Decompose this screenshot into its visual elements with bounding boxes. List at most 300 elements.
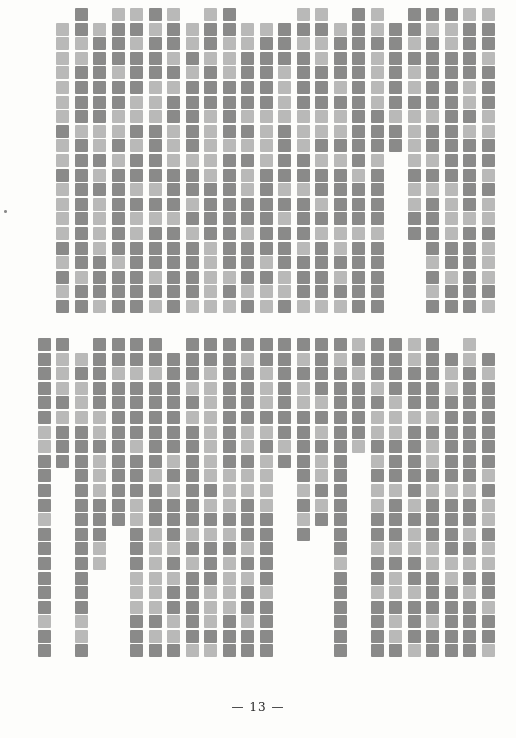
- glyph-placeholder: [223, 23, 236, 36]
- glyph-placeholder: [204, 110, 217, 123]
- glyph-placeholder: [445, 557, 458, 570]
- glyph-placeholder: [445, 586, 458, 599]
- glyph-placeholder: [149, 52, 162, 65]
- glyph-placeholder: [223, 66, 236, 79]
- glyph-placeholder: [167, 154, 180, 167]
- glyph-placeholder: [482, 198, 495, 211]
- glyph-placeholder: [130, 169, 143, 182]
- glyph-placeholder: [93, 242, 106, 255]
- text-line-placeholder: [240, 338, 256, 678]
- text-block-lower: [18, 338, 496, 678]
- glyph-placeholder: [112, 154, 125, 167]
- glyph-placeholder: [204, 8, 217, 21]
- glyph-placeholder: [463, 542, 476, 555]
- glyph-placeholder: [241, 601, 254, 614]
- glyph-placeholder: [426, 300, 439, 313]
- glyph-placeholder: [130, 557, 143, 570]
- glyph-placeholder: [426, 484, 439, 497]
- glyph-placeholder: [389, 426, 402, 439]
- glyph-placeholder: [167, 110, 180, 123]
- glyph-placeholder: [130, 8, 143, 21]
- glyph-placeholder: [112, 37, 125, 50]
- glyph-placeholder: [186, 644, 199, 657]
- text-line-placeholder: [370, 8, 386, 326]
- glyph-placeholder: [445, 52, 458, 65]
- glyph-placeholder: [445, 499, 458, 512]
- glyph-placeholder: [241, 440, 254, 453]
- glyph-placeholder: [75, 81, 88, 94]
- glyph-placeholder: [445, 271, 458, 284]
- glyph-placeholder: [93, 499, 106, 512]
- glyph-placeholder: [223, 110, 236, 123]
- glyph-placeholder: [75, 601, 88, 614]
- glyph-placeholder: [463, 110, 476, 123]
- glyph-placeholder: [352, 338, 365, 351]
- glyph-placeholder: [167, 8, 180, 21]
- glyph-placeholder: [334, 396, 347, 409]
- glyph-placeholder: [463, 8, 476, 21]
- glyph-placeholder: [130, 382, 143, 395]
- glyph-placeholder: [241, 256, 254, 269]
- glyph-placeholder: [482, 227, 495, 240]
- glyph-placeholder: [278, 440, 291, 453]
- glyph-placeholder: [297, 411, 310, 424]
- glyph-placeholder: [241, 615, 254, 628]
- glyph-placeholder: [93, 411, 106, 424]
- glyph-placeholder: [112, 499, 125, 512]
- text-line-placeholder: [166, 338, 182, 678]
- glyph-placeholder: [297, 81, 310, 94]
- glyph-placeholder: [426, 96, 439, 109]
- glyph-placeholder: [297, 367, 310, 380]
- glyph-placeholder: [167, 426, 180, 439]
- glyph-placeholder: [130, 499, 143, 512]
- glyph-placeholder: [130, 81, 143, 94]
- glyph-placeholder: [149, 426, 162, 439]
- glyph-placeholder: [75, 644, 88, 657]
- glyph-placeholder: [334, 23, 347, 36]
- glyph-placeholder: [408, 23, 421, 36]
- glyph-placeholder: [93, 396, 106, 409]
- glyph-placeholder: [371, 455, 384, 468]
- glyph-placeholder: [241, 183, 254, 196]
- glyph-placeholder: [130, 469, 143, 482]
- glyph-placeholder: [334, 110, 347, 123]
- glyph-placeholder: [130, 353, 143, 366]
- glyph-placeholder: [112, 382, 125, 395]
- glyph-placeholder: [149, 513, 162, 526]
- glyph-placeholder: [315, 198, 328, 211]
- glyph-placeholder: [186, 37, 199, 50]
- glyph-placeholder: [56, 66, 69, 79]
- glyph-placeholder: [371, 169, 384, 182]
- glyph-placeholder: [93, 66, 106, 79]
- text-line-placeholder: [259, 338, 275, 678]
- glyph-placeholder: [56, 23, 69, 36]
- glyph-placeholder: [278, 353, 291, 366]
- glyph-placeholder: [149, 601, 162, 614]
- glyph-placeholder: [38, 586, 51, 599]
- glyph-placeholder: [167, 601, 180, 614]
- glyph-placeholder: [167, 169, 180, 182]
- glyph-placeholder: [463, 528, 476, 541]
- text-line-placeholder: [55, 338, 71, 678]
- glyph-placeholder: [112, 455, 125, 468]
- glyph-placeholder: [352, 411, 365, 424]
- glyph-placeholder: [371, 542, 384, 555]
- glyph-placeholder: [315, 256, 328, 269]
- glyph-placeholder: [371, 484, 384, 497]
- text-block-upper: [18, 8, 496, 326]
- glyph-placeholder: [186, 227, 199, 240]
- glyph-placeholder: [38, 367, 51, 380]
- glyph-placeholder: [371, 300, 384, 313]
- glyph-placeholder: [75, 139, 88, 152]
- glyph-placeholder: [93, 256, 106, 269]
- glyph-placeholder: [186, 586, 199, 599]
- glyph-placeholder: [112, 367, 125, 380]
- glyph-placeholder: [352, 353, 365, 366]
- glyph-placeholder: [186, 572, 199, 585]
- glyph-placeholder: [75, 513, 88, 526]
- glyph-placeholder: [56, 382, 69, 395]
- glyph-placeholder: [130, 285, 143, 298]
- glyph-placeholder: [426, 542, 439, 555]
- glyph-placeholder: [130, 615, 143, 628]
- glyph-placeholder: [112, 227, 125, 240]
- glyph-placeholder: [167, 396, 180, 409]
- glyph-placeholder: [241, 353, 254, 366]
- glyph-placeholder: [352, 440, 365, 453]
- glyph-placeholder: [408, 125, 421, 138]
- glyph-placeholder: [352, 183, 365, 196]
- glyph-placeholder: [408, 513, 421, 526]
- glyph-placeholder: [149, 227, 162, 240]
- glyph-placeholder: [371, 125, 384, 138]
- glyph-placeholder: [482, 367, 495, 380]
- glyph-placeholder: [315, 396, 328, 409]
- glyph-placeholder: [186, 154, 199, 167]
- glyph-placeholder: [241, 81, 254, 94]
- glyph-placeholder: [278, 411, 291, 424]
- glyph-placeholder: [463, 66, 476, 79]
- glyph-placeholder: [482, 382, 495, 395]
- glyph-placeholder: [482, 125, 495, 138]
- glyph-placeholder: [334, 183, 347, 196]
- glyph-placeholder: [75, 572, 88, 585]
- glyph-placeholder: [463, 198, 476, 211]
- glyph-placeholder: [426, 382, 439, 395]
- glyph-placeholder: [204, 96, 217, 109]
- glyph-placeholder: [463, 499, 476, 512]
- glyph-placeholder: [149, 81, 162, 94]
- glyph-placeholder: [186, 426, 199, 439]
- glyph-placeholder: [75, 455, 88, 468]
- glyph-placeholder: [408, 154, 421, 167]
- glyph-placeholder: [241, 212, 254, 225]
- glyph-placeholder: [241, 469, 254, 482]
- glyph-placeholder: [315, 271, 328, 284]
- glyph-placeholder: [167, 513, 180, 526]
- text-line-placeholder: [74, 8, 90, 326]
- glyph-placeholder: [482, 154, 495, 167]
- glyph-placeholder: [186, 66, 199, 79]
- glyph-placeholder: [463, 440, 476, 453]
- glyph-placeholder: [223, 96, 236, 109]
- glyph-placeholder: [75, 542, 88, 555]
- glyph-placeholder: [149, 212, 162, 225]
- glyph-placeholder: [445, 139, 458, 152]
- glyph-placeholder: [56, 271, 69, 284]
- glyph-placeholder: [56, 367, 69, 380]
- glyph-placeholder: [315, 426, 328, 439]
- glyph-placeholder: [149, 37, 162, 50]
- glyph-placeholder: [334, 615, 347, 628]
- glyph-placeholder: [482, 271, 495, 284]
- glyph-placeholder: [260, 586, 273, 599]
- glyph-placeholder: [186, 353, 199, 366]
- glyph-placeholder: [352, 198, 365, 211]
- glyph-placeholder: [186, 110, 199, 123]
- glyph-placeholder: [463, 183, 476, 196]
- glyph-placeholder: [463, 256, 476, 269]
- glyph-placeholder: [408, 139, 421, 152]
- glyph-placeholder: [445, 169, 458, 182]
- glyph-placeholder: [93, 271, 106, 284]
- glyph-placeholder: [93, 353, 106, 366]
- glyph-placeholder: [445, 198, 458, 211]
- glyph-placeholder: [371, 644, 384, 657]
- glyph-placeholder: [389, 630, 402, 643]
- glyph-placeholder: [260, 169, 273, 182]
- glyph-placeholder: [426, 212, 439, 225]
- glyph-placeholder: [260, 285, 273, 298]
- glyph-placeholder: [463, 271, 476, 284]
- glyph-placeholder: [149, 469, 162, 482]
- glyph-placeholder: [112, 125, 125, 138]
- glyph-placeholder: [204, 353, 217, 366]
- glyph-placeholder: [389, 367, 402, 380]
- glyph-placeholder: [408, 81, 421, 94]
- glyph-placeholder: [56, 96, 69, 109]
- glyph-placeholder: [186, 367, 199, 380]
- glyph-placeholder: [204, 52, 217, 65]
- glyph-placeholder: [445, 300, 458, 313]
- glyph-placeholder: [482, 81, 495, 94]
- glyph-placeholder: [149, 139, 162, 152]
- glyph-placeholder: [56, 426, 69, 439]
- glyph-placeholder: [408, 66, 421, 79]
- glyph-placeholder: [241, 513, 254, 526]
- glyph-placeholder: [112, 66, 125, 79]
- glyph-placeholder: [352, 110, 365, 123]
- glyph-placeholder: [186, 630, 199, 643]
- glyph-placeholder: [445, 66, 458, 79]
- glyph-placeholder: [149, 198, 162, 211]
- glyph-placeholder: [75, 411, 88, 424]
- glyph-placeholder: [426, 52, 439, 65]
- glyph-placeholder: [278, 300, 291, 313]
- glyph-placeholder: [93, 300, 106, 313]
- glyph-placeholder: [112, 81, 125, 94]
- glyph-placeholder: [204, 256, 217, 269]
- text-line-placeholder: [481, 338, 497, 678]
- glyph-placeholder: [241, 154, 254, 167]
- glyph-placeholder: [260, 271, 273, 284]
- glyph-placeholder: [426, 271, 439, 284]
- glyph-placeholder: [334, 586, 347, 599]
- glyph-placeholder: [75, 183, 88, 196]
- glyph-placeholder: [186, 242, 199, 255]
- glyph-placeholder: [260, 557, 273, 570]
- glyph-placeholder: [130, 426, 143, 439]
- glyph-placeholder: [389, 23, 402, 36]
- text-line-placeholder: [407, 338, 423, 678]
- glyph-placeholder: [167, 198, 180, 211]
- glyph-placeholder: [334, 411, 347, 424]
- glyph-placeholder: [315, 139, 328, 152]
- glyph-placeholder: [149, 242, 162, 255]
- glyph-placeholder: [352, 52, 365, 65]
- glyph-placeholder: [241, 96, 254, 109]
- glyph-placeholder: [408, 227, 421, 240]
- glyph-placeholder: [186, 139, 199, 152]
- glyph-placeholder: [463, 169, 476, 182]
- glyph-placeholder: [334, 338, 347, 351]
- glyph-placeholder: [278, 367, 291, 380]
- glyph-placeholder: [75, 227, 88, 240]
- glyph-placeholder: [223, 154, 236, 167]
- glyph-placeholder: [38, 484, 51, 497]
- glyph-placeholder: [297, 125, 310, 138]
- glyph-placeholder: [426, 110, 439, 123]
- glyph-placeholder: [93, 455, 106, 468]
- glyph-placeholder: [149, 528, 162, 541]
- glyph-placeholder: [204, 411, 217, 424]
- glyph-placeholder: [463, 300, 476, 313]
- glyph-placeholder: [389, 455, 402, 468]
- glyph-placeholder: [463, 154, 476, 167]
- glyph-placeholder: [130, 586, 143, 599]
- glyph-placeholder: [149, 8, 162, 21]
- glyph-placeholder: [93, 139, 106, 152]
- text-line-placeholder: [92, 8, 108, 326]
- glyph-placeholder: [463, 367, 476, 380]
- glyph-placeholder: [334, 285, 347, 298]
- glyph-placeholder: [130, 644, 143, 657]
- glyph-placeholder: [371, 227, 384, 240]
- glyph-placeholder: [426, 81, 439, 94]
- glyph-placeholder: [315, 499, 328, 512]
- glyph-placeholder: [75, 382, 88, 395]
- glyph-placeholder: [278, 455, 291, 468]
- glyph-placeholder: [463, 557, 476, 570]
- glyph-placeholder: [408, 110, 421, 123]
- glyph-placeholder: [371, 198, 384, 211]
- glyph-placeholder: [223, 572, 236, 585]
- glyph-placeholder: [241, 23, 254, 36]
- glyph-placeholder: [149, 300, 162, 313]
- glyph-placeholder: [352, 382, 365, 395]
- glyph-placeholder: [223, 644, 236, 657]
- glyph-placeholder: [112, 110, 125, 123]
- glyph-placeholder: [463, 125, 476, 138]
- glyph-placeholder: [167, 484, 180, 497]
- glyph-placeholder: [482, 66, 495, 79]
- glyph-placeholder: [371, 242, 384, 255]
- glyph-placeholder: [75, 125, 88, 138]
- glyph-placeholder: [186, 125, 199, 138]
- glyph-placeholder: [204, 469, 217, 482]
- glyph-placeholder: [75, 300, 88, 313]
- glyph-placeholder: [352, 256, 365, 269]
- glyph-placeholder: [75, 353, 88, 366]
- glyph-placeholder: [389, 66, 402, 79]
- glyph-placeholder: [167, 183, 180, 196]
- text-line-placeholder: [333, 8, 349, 326]
- glyph-placeholder: [56, 285, 69, 298]
- glyph-placeholder: [260, 183, 273, 196]
- glyph-placeholder: [408, 198, 421, 211]
- glyph-placeholder: [334, 542, 347, 555]
- glyph-placeholder: [186, 96, 199, 109]
- glyph-placeholder: [315, 440, 328, 453]
- glyph-placeholder: [445, 256, 458, 269]
- glyph-placeholder: [38, 644, 51, 657]
- glyph-placeholder: [389, 338, 402, 351]
- glyph-placeholder: [56, 411, 69, 424]
- glyph-placeholder: [278, 271, 291, 284]
- glyph-placeholder: [241, 528, 254, 541]
- glyph-placeholder: [167, 125, 180, 138]
- glyph-placeholder: [112, 353, 125, 366]
- glyph-placeholder: [352, 227, 365, 240]
- glyph-placeholder: [56, 256, 69, 269]
- glyph-placeholder: [223, 499, 236, 512]
- glyph-placeholder: [112, 198, 125, 211]
- glyph-placeholder: [260, 154, 273, 167]
- glyph-placeholder: [463, 411, 476, 424]
- glyph-placeholder: [426, 125, 439, 138]
- text-line-placeholder: [148, 8, 164, 326]
- glyph-placeholder: [278, 81, 291, 94]
- glyph-placeholder: [167, 256, 180, 269]
- glyph-placeholder: [352, 242, 365, 255]
- glyph-placeholder: [445, 212, 458, 225]
- glyph-placeholder: [223, 411, 236, 424]
- glyph-placeholder: [315, 154, 328, 167]
- glyph-placeholder: [315, 81, 328, 94]
- text-line-placeholder: [425, 8, 441, 326]
- glyph-placeholder: [241, 110, 254, 123]
- glyph-placeholder: [334, 125, 347, 138]
- glyph-placeholder: [426, 572, 439, 585]
- glyph-placeholder: [260, 227, 273, 240]
- glyph-placeholder: [204, 455, 217, 468]
- glyph-placeholder: [241, 300, 254, 313]
- glyph-placeholder: [445, 440, 458, 453]
- glyph-placeholder: [334, 81, 347, 94]
- text-line-placeholder: [388, 338, 404, 678]
- glyph-placeholder: [56, 81, 69, 94]
- glyph-placeholder: [204, 367, 217, 380]
- glyph-placeholder: [260, 572, 273, 585]
- glyph-placeholder: [297, 242, 310, 255]
- glyph-placeholder: [75, 154, 88, 167]
- glyph-placeholder: [371, 271, 384, 284]
- glyph-placeholder: [297, 256, 310, 269]
- glyph-placeholder: [260, 256, 273, 269]
